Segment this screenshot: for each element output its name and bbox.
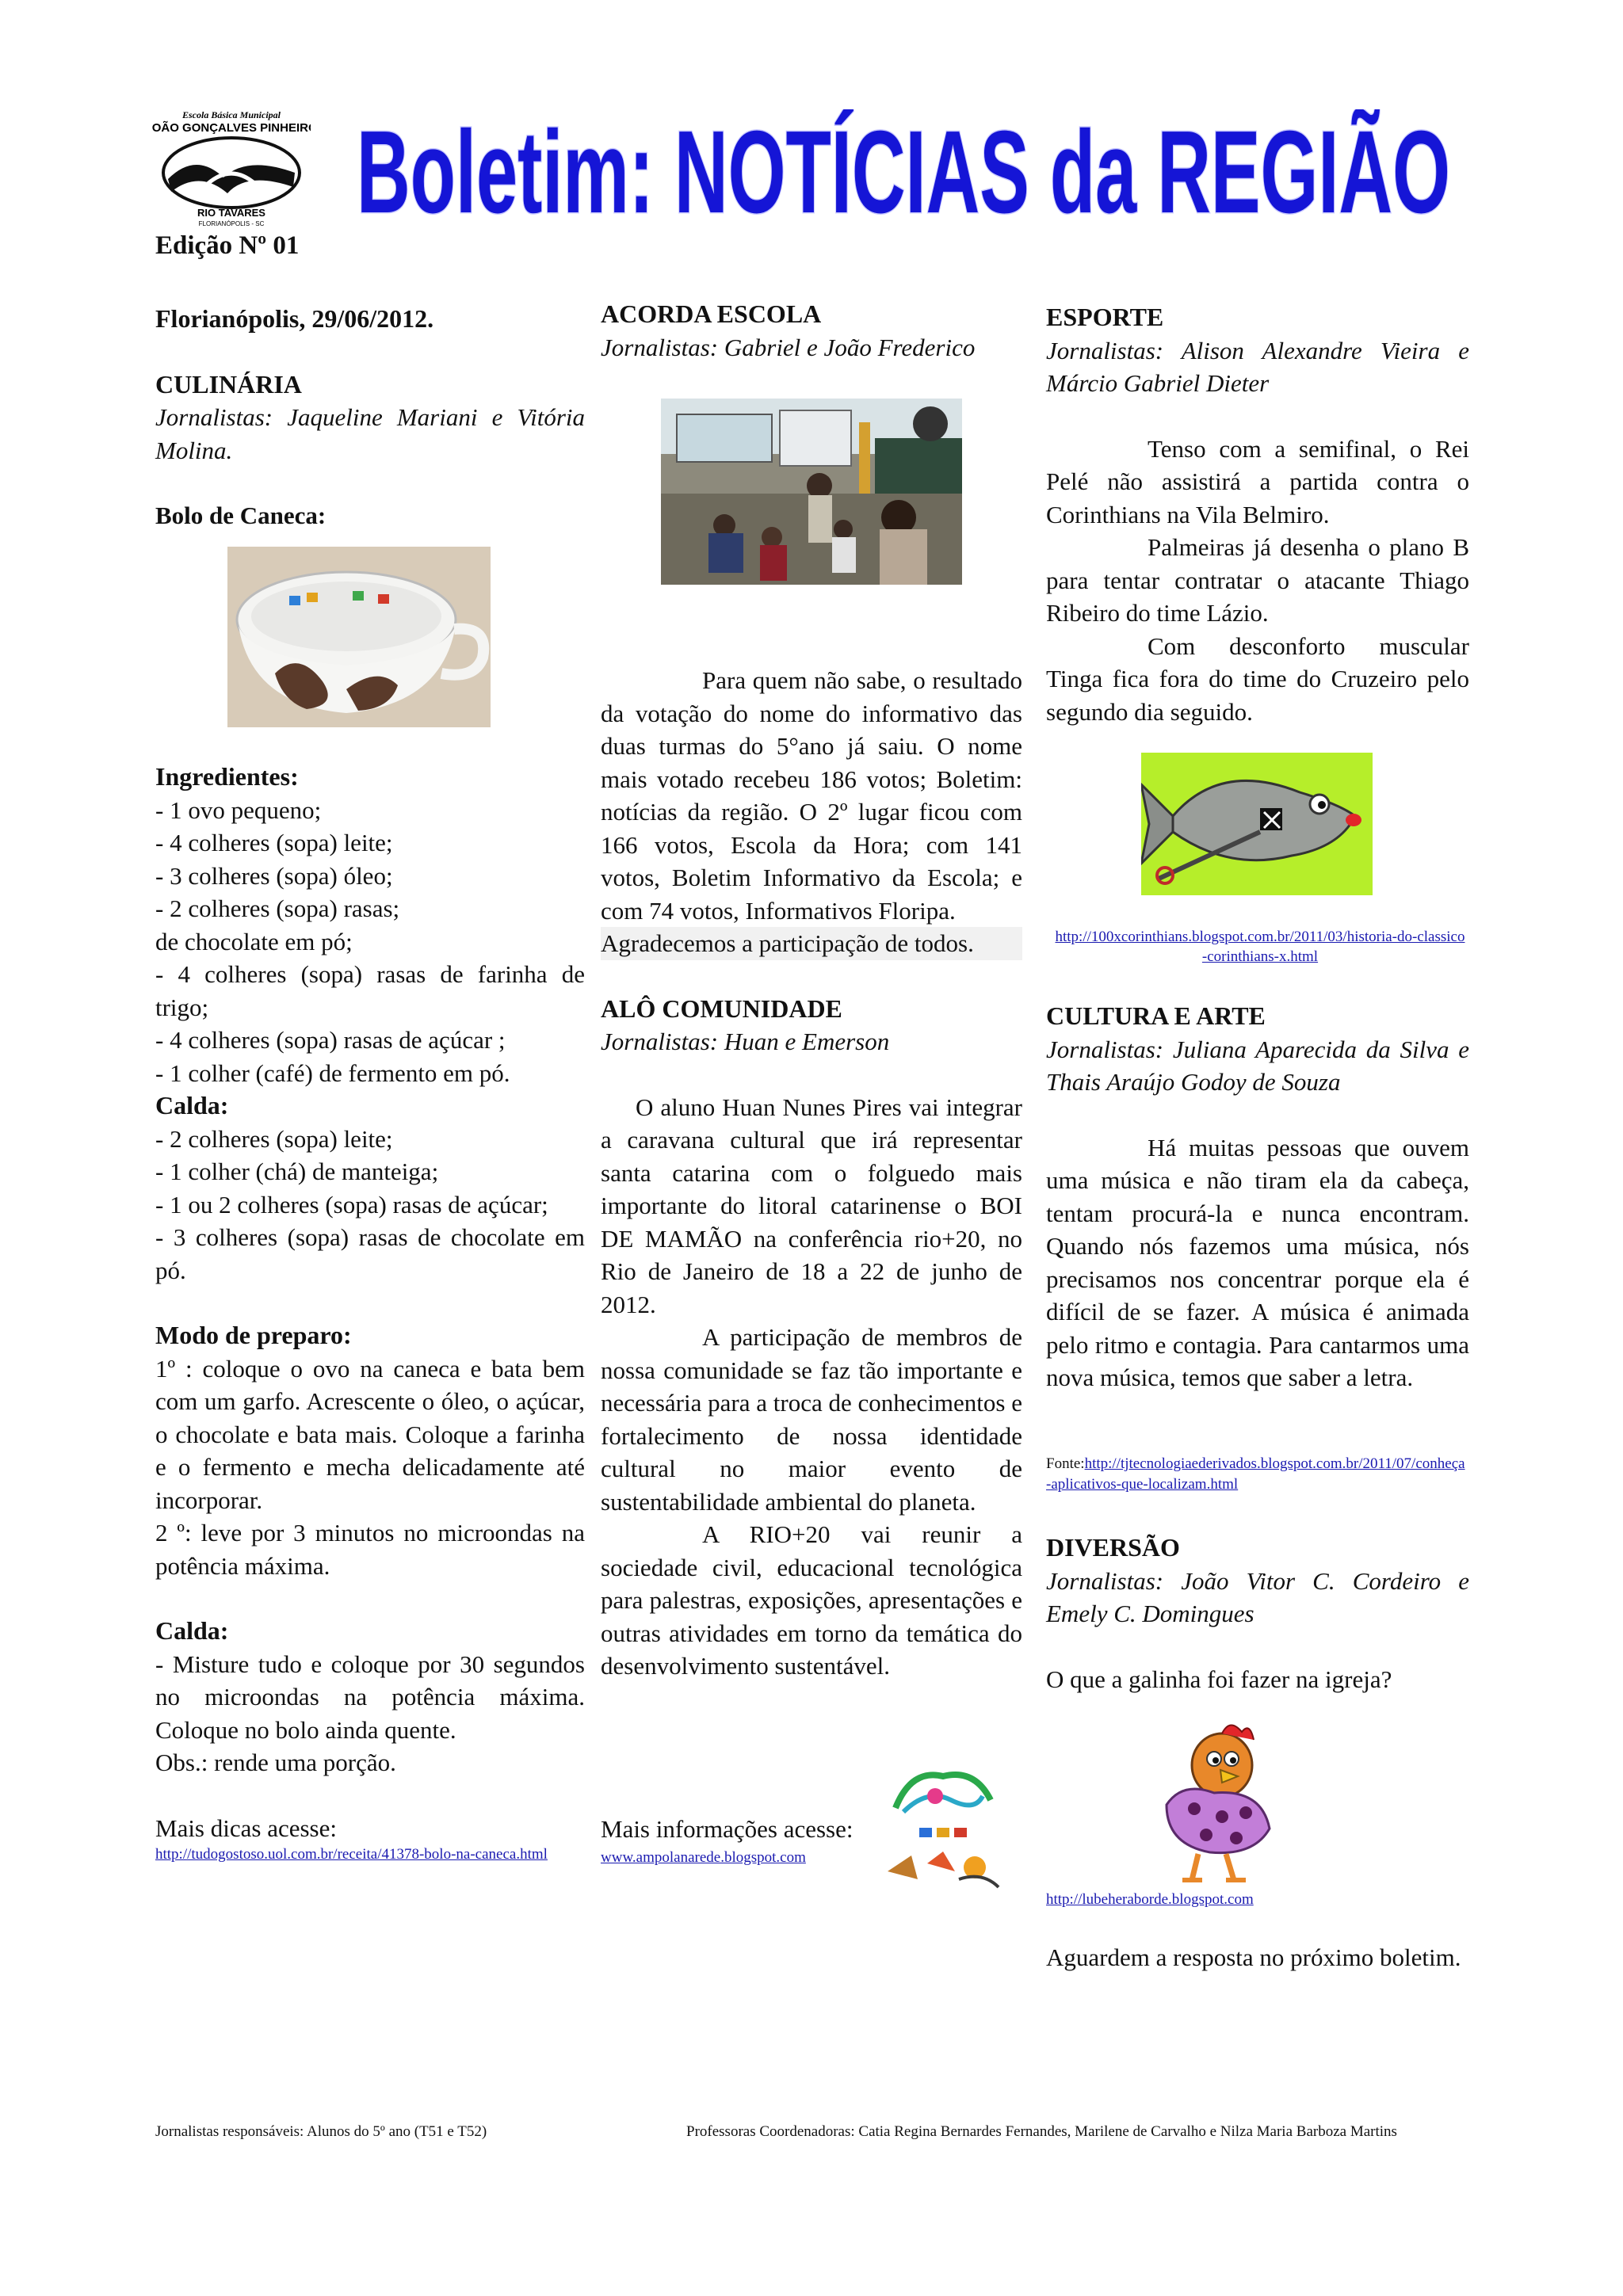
riddle-question: O que a galinha foi fazer na igreja?: [1046, 1665, 1392, 1693]
culinaria-heading: CULINÁRIA: [155, 369, 302, 399]
alo-link[interactable]: www.ampolanarede.blogspot.com: [601, 1849, 806, 1866]
diversao-journalists: Jornalistas: João Vitor C. Cordeiro e Emely C. Domingues: [1046, 1566, 1469, 1627]
cultura-source-label: Fonte:: [1046, 1455, 1085, 1472]
acorda-thanks: Agradecemos a participação de todos.: [601, 927, 1022, 960]
column-diversao: [1046, 1531, 1469, 1695]
syrup-item: - 3 colheres (sopa) rasas de chocolate em pó.: [155, 1223, 585, 1284]
ingredient-item: - 2 colheres (sopa) rasas;: [155, 894, 400, 922]
logo-line3: RIO TAVARES: [197, 207, 265, 219]
ingredient-item: - 1 ovo pequeno;: [155, 795, 322, 824]
footer-coordinators: Professoras Coordenadoras: Catia Regina Bernardes Fernandes, Marilene de Carvalho e Nilza Maria Barboza Martins: [686, 2123, 1397, 2140]
fish-cartoon: [1141, 753, 1373, 895]
esporte-link[interactable]: http://100xcorinthians.blogspot.com.br/2011/03/historia-do-classico-corinthians-x.html: [1055, 929, 1465, 965]
alo-journalists: Jornalistas: Huan e Emerson: [601, 1028, 890, 1055]
portion-note: Obs.: rende uma porção.: [155, 1749, 396, 1776]
ingredient-item: - 4 colheres (sopa) rasas de açúcar ;: [155, 1026, 506, 1054]
ingredient-item: de chocolate em pó;: [155, 927, 353, 955]
syrup2-heading: Calda:: [155, 1616, 229, 1645]
esporte-paragraph: Tenso com a semifinal, o Rei Pelé não assistirá a partida contra o Corinthians na Vila Belmiro.: [1046, 434, 1469, 528]
cultura-journalists: Jornalistas: Juliana Aparecida da Silva e Thais Araújo Godoy de Souza: [1046, 1035, 1469, 1096]
syrup2-text: - Misture tudo e coloque por 30 segundos no microondas na potência máxima. Coloque no bolo ainda quente.: [155, 1650, 585, 1744]
ingredient-item: - 1 colher (café) de fermento em pó.: [155, 1058, 510, 1087]
ingredient-item: - 3 colheres (sopa) óleo;: [155, 861, 393, 890]
syrup-item: - 1 colher (chá) de manteiga;: [155, 1158, 439, 1185]
ingredients-heading: Ingredientes:: [155, 762, 299, 791]
diversao-heading: DIVERSÃO: [1046, 1533, 1180, 1562]
column-culinaria: [155, 303, 585, 532]
cultura-source-link[interactable]: http://tjtecnologiaederivados.blogspot.com.br/2011/07/conheça-aplicativos-que-localizam.html: [1046, 1455, 1465, 1493]
closing-note: [1046, 1941, 1469, 1974]
syrup-heading: Calda:: [155, 1091, 229, 1119]
esporte-journalists: Jornalistas: Alison Alexandre Vieira e Márcio Gabriel Dieter: [1046, 336, 1469, 397]
recipe-link[interactable]: http://tudogostoso.uol.com.br/receita/41378-bolo-na-caneca.html: [155, 1846, 548, 1863]
column-acorda-header: [601, 298, 1022, 364]
rio20-logo: [880, 1753, 1006, 1891]
logo-line4: FLORIANÓPOLIS - SC: [198, 220, 265, 227]
syrup-item: - 1 ou 2 colheres (sopa) rasas de açúcar;: [155, 1190, 548, 1219]
alo-heading: ALÔ COMUNIDADE: [601, 994, 842, 1023]
ingredient-item: - 4 colheres (sopa) leite;: [155, 829, 393, 856]
more-tips-label: Mais dicas acesse:: [155, 1814, 337, 1842]
alo-more-label: Mais informações acesse:: [601, 1815, 854, 1843]
cultura-source: [1046, 1454, 1469, 1495]
acorda-text: Para quem não sabe, o resultado da votação do nome do informativo das duas turmas do 5°ano já saiu. O nome mais votado recebeu 186 votos; Boletim: notícias da região. O 2º lugar ficou com 166 votos, Escola da Hora; com 141 votos, Boletim Informativo da Escola; e com 74 votos, Informativos Floripa.: [601, 666, 1022, 925]
diversao-link[interactable]: http://lubeheraborde.blogspot.com: [1046, 1891, 1254, 1908]
method-heading: Modo de preparo:: [155, 1321, 352, 1349]
alo-paragraph: O aluno Huan Nunes Pires vai integrar a caravana cultural que irá representar santa catarina com o folguedo mais importante do litoral catarinense o BOI DE MAMÃO na conferência rio+20, no Rio de Janeiro de 18 a 22 de junho de 2012.: [601, 1093, 1022, 1318]
logo-line1: Escola Básica Municipal: [181, 109, 281, 120]
footer-journalists: Jornalistas responsáveis: Alunos do 5º ano (T51 e T52): [155, 2123, 487, 2140]
title-text: Boletim: NOTÍCIAS da REGIÃO: [357, 109, 1450, 238]
column-esporte: [1046, 301, 1469, 728]
esporte-paragraph: Com desconforto muscular Tinga fica fora do time do Cruzeiro pelo segundo dia seguido.: [1046, 631, 1469, 726]
acorda-heading: ACORDA ESCOLA: [601, 299, 822, 328]
cultura-heading: CULTURA E ARTE: [1046, 1001, 1266, 1030]
school-logo: [152, 108, 311, 227]
cultura-text: Há muitas pessoas que ouvem uma música e não tiram ela da cabeça, tentam procurá-la e nunca encontram. Quando nós fazemos uma música, nós precisamos nos concentrar porque ela é difícil de se fazer. A música é animada pelo ritmo e contagia. Para cantarmos uma nova música, temos que saber a letra.: [1046, 1133, 1469, 1391]
culinaria-journalists: Jornalistas: Jaqueline Mariani e Vitória Molina.: [155, 403, 585, 464]
riddle-closing: Aguardem a resposta no próximo boletim.: [1046, 1943, 1461, 1971]
method-step: 2 º: leve por 3 minutos no microondas na potência máxima.: [155, 1519, 585, 1580]
recipe-body: [155, 761, 585, 1864]
recipe-title: Bolo de Caneca:: [155, 502, 327, 529]
logo-line2: JOÃO GONÇALVES PINHEIRO: [152, 121, 311, 135]
column-cultura: [1046, 1000, 1469, 1394]
hen-cartoon: [1135, 1718, 1293, 1892]
syrup-item: - 2 colheres (sopa) leite;: [155, 1124, 393, 1153]
acorda-body: [601, 664, 1022, 1683]
newsletter-title: [349, 109, 1458, 244]
acorda-journalists: Jornalistas: Gabriel e João Frederico: [601, 333, 976, 361]
method-step: 1º : coloque o ovo na caneca e bata bem com um garfo. Acrescente o óleo, o açúcar, o chocolate e bata mais. Coloque a farinha e o fermento e mecha delicadamente até incorporar.: [155, 1354, 585, 1514]
esporte-heading: ESPORTE: [1046, 303, 1164, 331]
mug-cake-photo: [227, 547, 491, 727]
ingredient-item: - 4 colheres (sopa) rasas de farinha de trigo;: [155, 960, 585, 1021]
edition-number: Edição Nº 01: [155, 231, 300, 260]
classroom-photo: [661, 399, 962, 585]
publication-date: Florianópolis, 29/06/2012.: [155, 304, 434, 333]
alo-paragraph: A RIO+20 vai reunir a sociedade civil, educacional tecnológica para palestras, exposições, apresentações e outras atividades em torno da temática do desenvolvimento sustentável.: [601, 1520, 1022, 1680]
esporte-paragraph: Palmeiras já desenha o plano B para tentar contratar o atacante Thiago Ribeiro do time Lázio.: [1046, 533, 1469, 627]
alo-paragraph: A participação de membros de nossa comunidade se faz tão importante e necessária para a troca de conhecimentos e fortalecimento de nossa identidade cultural no maior evento de sustentabilidade ambiental do planeta.: [601, 1323, 1022, 1516]
